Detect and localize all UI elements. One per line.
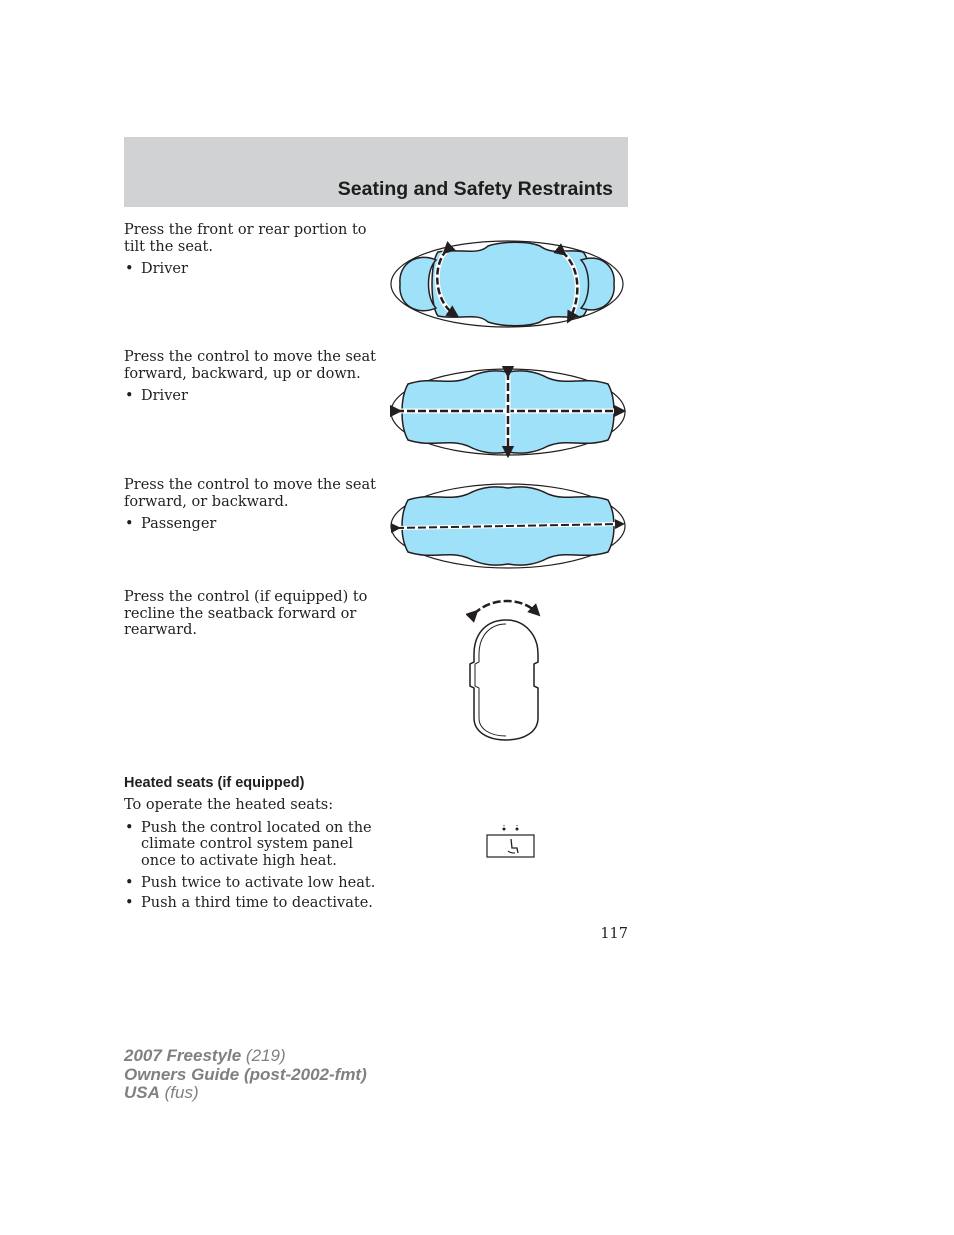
footer	[124, 1047, 367, 1103]
recline-text: Press the control (if equipped) to recline the seatback forward or rearward.	[124, 589, 368, 638]
four-way-text: Press the control to move the seat forward, backward, up or down.	[124, 349, 376, 382]
list-item: • Push twice to activate low heat.	[125, 875, 376, 891]
recline-control-icon	[466, 594, 546, 744]
recline-section	[124, 589, 380, 639]
heated-seats-heading: Heated seats (if equipped)	[124, 775, 305, 791]
two-way-control-icon	[388, 482, 628, 570]
tilt-control-icon	[388, 238, 628, 330]
page-title: Seating and Safety Restraints	[337, 178, 613, 200]
two-way-text: Press the control to move the seat forward, or backward.	[124, 477, 376, 510]
two-way-section	[124, 477, 380, 533]
footer-line-1: 2007 Freestyle (219)	[124, 1046, 286, 1065]
heated-seats-section	[124, 797, 380, 911]
header-band	[124, 137, 628, 207]
footer-line-2: Owners Guide (post-2002-fmt)	[124, 1064, 367, 1084]
page-number: 117	[600, 926, 628, 942]
list-item: • Driver	[125, 388, 188, 404]
list-item: • Push a third time to deactivate.	[125, 894, 373, 911]
four-way-control-icon	[388, 366, 628, 458]
tilt-section	[124, 222, 380, 278]
heated-intro: To operate the heated seats:	[124, 797, 334, 813]
four-way-section	[124, 349, 380, 405]
tilt-text: Press the front or rear portion to tilt the seat.	[124, 222, 367, 255]
list-item: • Driver	[125, 261, 188, 277]
heated-seat-button-icon	[484, 824, 538, 860]
list-item: • Push the control located on the climate control system panel once to activate high heat.	[125, 819, 372, 869]
list-item: • Passenger	[125, 516, 217, 532]
footer-line-3: USA (fus)	[124, 1083, 199, 1102]
